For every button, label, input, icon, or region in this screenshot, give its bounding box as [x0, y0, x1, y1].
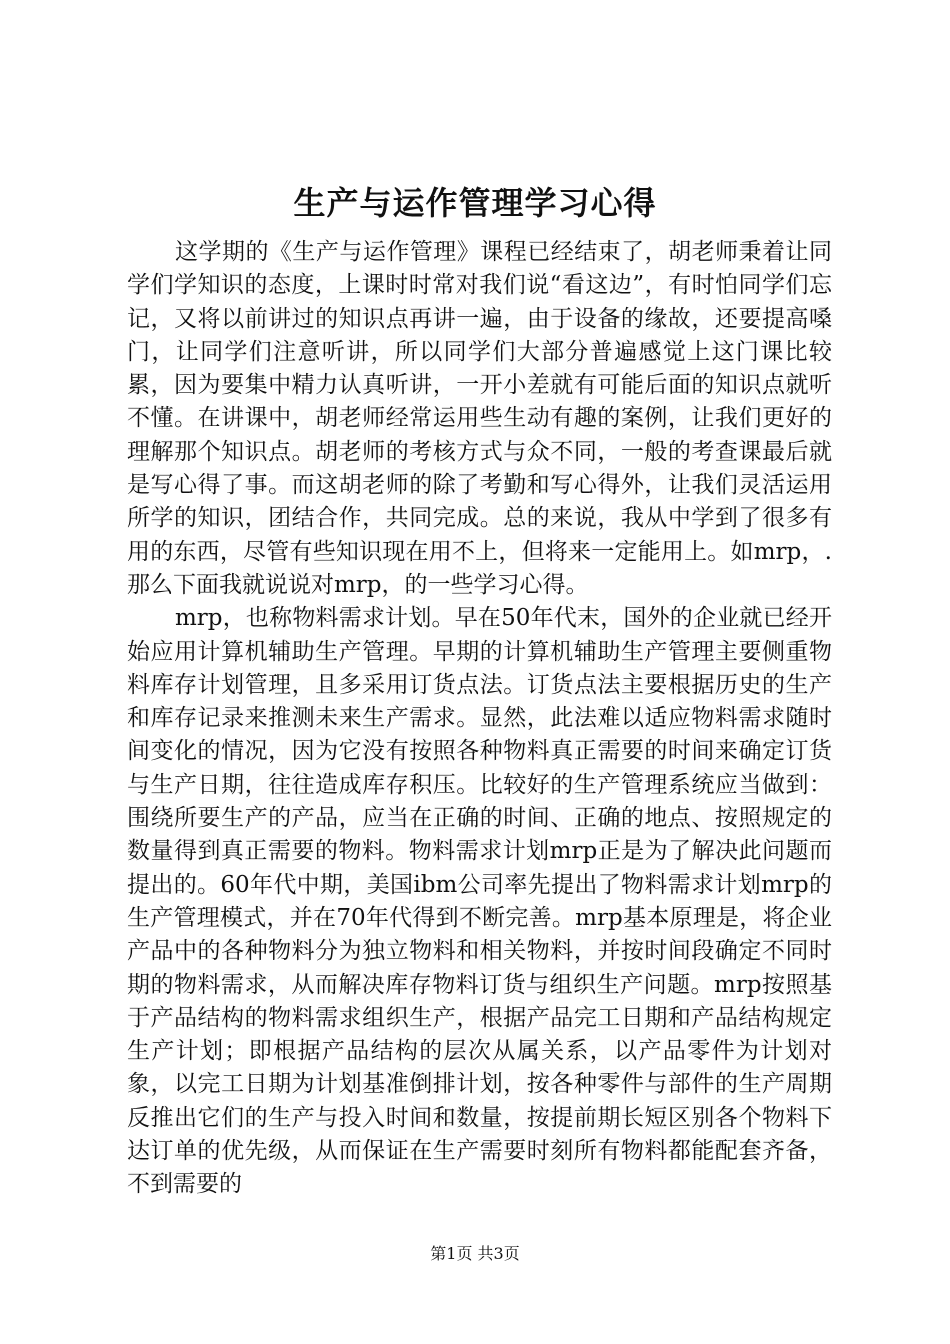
document-body	[127, 236, 832, 1202]
page-title: 生产与运作管理学习心得	[293, 184, 657, 222]
paragraph-mrp: mrp，也称物料需求计划。早在50年代末，国外的企业就已经开始应用计算机辅助生产管理。早期的计算机辅助生产管理主要侧重物料库存计划管理，且多采用订货点法。订货点法主要根据历史的生产和库存记录来推测未来生产需求。显然，此法难以适应物料需求随时间变化的情况，因为它没有按照各种物料真正需要的时间来确定订货与生产日期，往往造成库存积压。比较好的生产管理系统应当做到：围绕所要生产的产品，应当在正确的时间、正确的地点、按照规定的数量得到真正需要的物料。物料需求计划mrp正是为了解决此问题而提出的。60年代中期，美国ibm公司率先提出了物料需求计划mrp的生产管理模式，并在70年代得到不断完善。mrp基本原理是，将企业产品中的各种物料分为独立物料和相关物料，并按时间段确定不同时期的物料需求，从而解决库存物料订货与组织生产问题。mrp按照基于产品结构的物料需求组织生产，根据产品完工日期和产品结构规定生产计划；即根据产品结构的层次从属关系，以产品零件为计划对象，以完工日期为计划基准倒排计划，按各种零件与部件的生产周期反推出它们的生产与投入时间和数量，按提前期长短区别各个物料下达订单的优先级，从而保证在生产需要时刻所有物料都能配套齐备，不到需要的	[127, 605, 832, 1198]
page-number-footer: 第1页 共3页	[430, 1244, 520, 1263]
paragraph-intro: 这学期的《生产与运作管理》课程已经结束了，胡老师秉着让同学们学知识的态度，上课时时常对我们说“看这边”，有时怕同学们忘记，又将以前讲过的知识点再讲一遍，由于设备的缘故，还要提高嗓门，让同学们注意听讲，所以同学们大部分普遍感觉上这门课比较累，因为要集中精力认真听讲，一开小差就有可能后面的知识点就听不懂。在讲课中，胡老师经常运用些生动有趣的案例，让我们更好的理解那个知识点。胡老师的考核方式与众不同，一般的考查课最后就是写心得了事。而这胡老师的除了考勤和写心得外，让我们灵活运用所学的知识，团结合作，共同完成。总的来说，我从中学到了很多有用的东西，尽管有些知识现在用不上，但将来一定能用上。如mrp，.那么下面我就说说对mrp，的一些学习心得。	[127, 239, 832, 598]
